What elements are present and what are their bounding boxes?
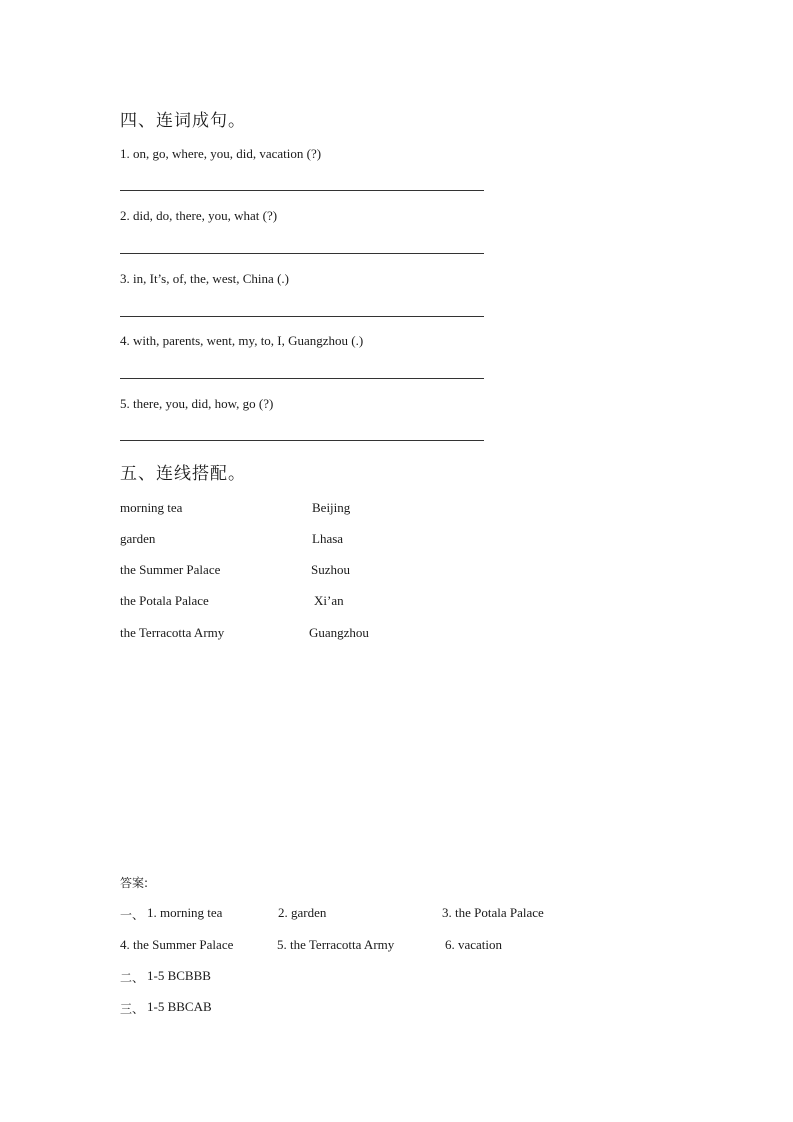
answer-item: 2. garden — [278, 905, 327, 920]
answer-line-5 — [120, 440, 484, 441]
match-left-item: the Terracotta Army — [120, 625, 225, 640]
question-2: 2. did, do, there, you, what (?) — [120, 208, 278, 223]
match-right-item: Lhasa — [312, 531, 344, 546]
answer-item: 6. vacation — [445, 937, 503, 952]
question-5: 5. there, you, did, how, go (?) — [120, 396, 274, 411]
answer-line-3 — [120, 316, 484, 317]
answer-item: 1-5 BCBBB — [147, 968, 211, 983]
answer-item: 3. the Potala Palace — [442, 905, 544, 920]
answer-item: 4. the Summer Palace — [120, 937, 234, 952]
match-right-item: Beijing — [312, 500, 351, 515]
match-left-item: garden — [120, 531, 156, 546]
answer-item: 5. the Terracotta Army — [277, 937, 395, 952]
answer-line-2 — [120, 253, 484, 254]
section4-heading: 四、连词成句。 — [120, 111, 246, 131]
match-left-item: the Potala Palace — [120, 593, 209, 608]
match-right-item: Guangzhou — [309, 625, 369, 640]
question-3: 3. in, It’s, of, the, west, China (.) — [120, 271, 289, 286]
match-right-item: Suzhou — [311, 562, 350, 577]
answer-item: 1-5 BBCAB — [147, 999, 212, 1014]
answer-item: 1. morning tea — [147, 905, 223, 920]
section5-heading: 五、连线搭配。 — [120, 464, 246, 484]
question-4: 4. with, parents, went, my, to, I, Guangzhou (.) — [120, 333, 364, 348]
answer-line-1 — [120, 190, 484, 191]
answers-row3-prefix: 二、 — [120, 971, 145, 985]
answer-line-4 — [120, 378, 484, 379]
match-left-item: the Summer Palace — [120, 562, 221, 577]
answers-row4-prefix: 三、 — [120, 1002, 145, 1016]
match-left-item: morning tea — [120, 500, 183, 515]
question-1: 1. on, go, where, you, did, vacation (?) — [120, 146, 322, 161]
answers-row1-prefix: 一、 — [120, 908, 145, 922]
match-right-item: Xi’an — [314, 593, 344, 608]
answers-title: 答案: — [120, 876, 149, 890]
